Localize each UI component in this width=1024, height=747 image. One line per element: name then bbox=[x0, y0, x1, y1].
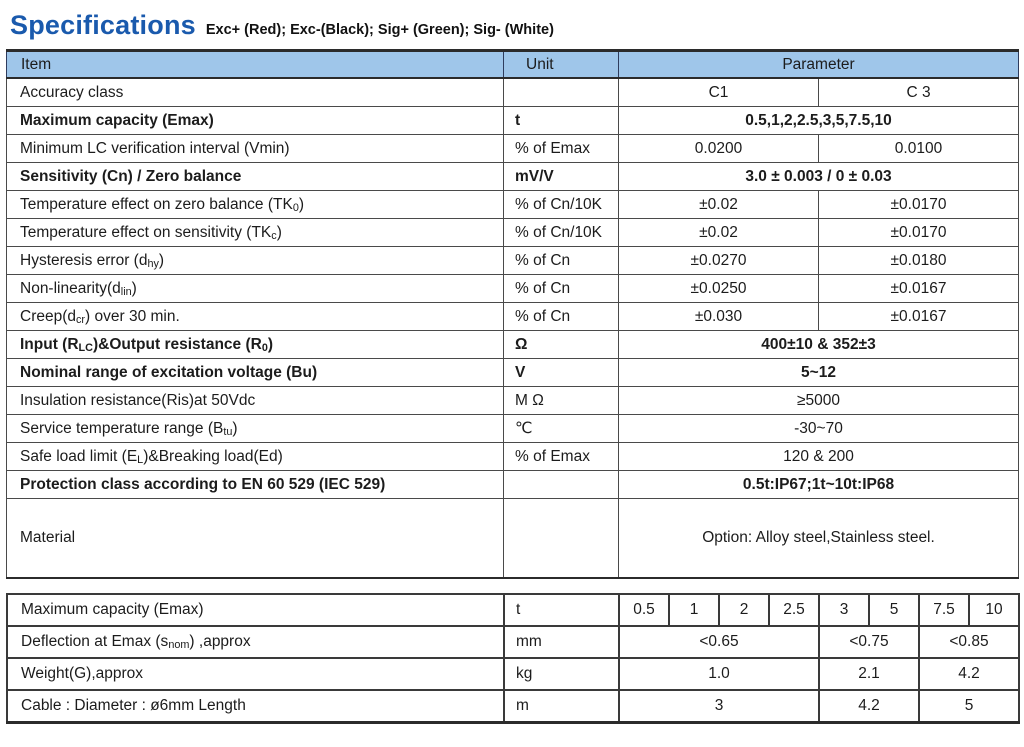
label-subscript: tu bbox=[223, 425, 233, 438]
label-subscript: c bbox=[271, 229, 277, 242]
unit-cell bbox=[504, 499, 619, 579]
table-row-insulation-resistance bbox=[7, 387, 1019, 415]
label-text: ) bbox=[276, 223, 282, 241]
label-subscript: L bbox=[137, 453, 144, 466]
value-cell-group3: <0.85 bbox=[919, 626, 1019, 658]
value-cell-merged: Option: Alloy steel,Stainless steel. bbox=[619, 499, 1019, 579]
label-text: Maximum capacity (Emax) bbox=[21, 601, 204, 619]
value-cell-merged: 120 & 200 bbox=[619, 443, 1019, 471]
wiring-legend: Exc+ (Red); Exc-(Black); Sig+ (Green); Sig- (White) bbox=[205, 22, 554, 38]
label-text: ) over 30 min. bbox=[85, 307, 180, 325]
value-cell-group1: 3 bbox=[619, 690, 819, 723]
value-cell-group3: 4.2 bbox=[919, 658, 1019, 690]
value-cell-c1: ±0.02 bbox=[619, 191, 819, 219]
value-cell-c1: ±0.0250 bbox=[619, 275, 819, 303]
label-subscript: nom bbox=[168, 639, 190, 652]
table-row-non-linearity bbox=[7, 275, 1019, 303]
capacity-cell: 2.5 bbox=[769, 594, 819, 626]
label-text: ) bbox=[267, 335, 274, 353]
label-text: ) ,approx bbox=[189, 633, 251, 651]
table-row-safe-load-limit bbox=[7, 443, 1019, 471]
item-cell bbox=[7, 78, 504, 107]
item-cell bbox=[7, 135, 504, 163]
table-row-service-temperature bbox=[7, 415, 1019, 443]
value-cell-merged: 0.5t:IP67;1t~10t:IP68 bbox=[619, 471, 1019, 499]
value-cell-group3: 5 bbox=[919, 690, 1019, 723]
label-text: Deflection at Emax (s bbox=[21, 633, 169, 651]
header-row bbox=[7, 51, 1019, 79]
label-text: Protection class according to EN 60 529 (IEC 529) bbox=[20, 475, 386, 493]
page-title-bar bbox=[6, 8, 1018, 49]
item-cell bbox=[7, 163, 504, 191]
value-cell-merged: 5~12 bbox=[619, 359, 1019, 387]
item-cell bbox=[7, 415, 504, 443]
table-row-hysteresis bbox=[7, 247, 1019, 275]
table-row-input-output-resistance bbox=[7, 331, 1019, 359]
label-text: Temperature effect on zero balance (TK bbox=[20, 195, 293, 213]
label-text: Weight(G),approx bbox=[21, 665, 144, 683]
table-row-excitation-voltage bbox=[7, 359, 1019, 387]
value-cell-c3: ±0.0167 bbox=[819, 275, 1019, 303]
value-cell-c3: 0.0100 bbox=[819, 135, 1019, 163]
unit-cell: % of Cn/10K bbox=[504, 191, 619, 219]
label-text: Nominal range of excitation voltage (Bu) bbox=[20, 363, 318, 381]
spec-table-main bbox=[6, 49, 1019, 579]
unit-cell: t bbox=[504, 107, 619, 135]
value-cell-merged: 400±10 & 352±3 bbox=[619, 331, 1019, 359]
item-cell bbox=[7, 626, 504, 658]
label-subscript: cr bbox=[76, 313, 86, 326]
value-cell-merged: ≥5000 bbox=[619, 387, 1019, 415]
unit-cell: % of Cn bbox=[504, 303, 619, 331]
item-cell bbox=[7, 594, 504, 626]
table-row-deflection bbox=[7, 626, 1019, 658]
capacity-cell: 5 bbox=[869, 594, 919, 626]
label-text: )&Output resistance (R bbox=[93, 335, 262, 353]
capacity-cell: 7.5 bbox=[919, 594, 969, 626]
col-header-parameter: Parameter bbox=[619, 51, 1019, 79]
item-cell bbox=[7, 191, 504, 219]
table-row-protection-class bbox=[7, 471, 1019, 499]
table-row-temp-sensitivity bbox=[7, 219, 1019, 247]
table-row-min-verification bbox=[7, 135, 1019, 163]
label-text: Maximum capacity (Emax) bbox=[20, 111, 214, 129]
table-row-capacity-header bbox=[7, 594, 1019, 626]
value-cell-c1: 0.0200 bbox=[619, 135, 819, 163]
col-header-unit: Unit bbox=[504, 51, 619, 79]
value-cell-c3: ±0.0170 bbox=[819, 219, 1019, 247]
value-cell-group1: 1.0 bbox=[619, 658, 819, 690]
table-row-sensitivity bbox=[7, 163, 1019, 191]
value-cell-group2: 2.1 bbox=[819, 658, 919, 690]
unit-cell: kg bbox=[504, 658, 619, 690]
value-cell-c1: C1 bbox=[619, 78, 819, 107]
table-row-accuracy-class bbox=[7, 78, 1019, 107]
item-cell bbox=[7, 359, 504, 387]
item-cell bbox=[7, 690, 504, 723]
unit-cell: t bbox=[504, 594, 619, 626]
value-cell-group2: 4.2 bbox=[819, 690, 919, 723]
label-text: Accuracy class bbox=[20, 83, 124, 101]
label-text: Temperature effect on sensitivity (TK bbox=[20, 223, 272, 241]
label-text: Service temperature range (B bbox=[20, 419, 224, 437]
unit-cell: Ω bbox=[504, 331, 619, 359]
label-subscript: lin bbox=[120, 285, 132, 298]
value-cell-c3: ±0.0167 bbox=[819, 303, 1019, 331]
capacity-cell: 0.5 bbox=[619, 594, 669, 626]
spec-table-capacities bbox=[6, 593, 1020, 724]
value-cell-c1: ±0.0270 bbox=[619, 247, 819, 275]
label-subscript: LC bbox=[78, 341, 94, 354]
item-cell bbox=[7, 247, 504, 275]
item-cell bbox=[7, 303, 504, 331]
value-cell-group2: <0.75 bbox=[819, 626, 919, 658]
item-cell bbox=[7, 443, 504, 471]
unit-cell: % of Cn bbox=[504, 275, 619, 303]
capacity-cell: 1 bbox=[669, 594, 719, 626]
item-cell bbox=[7, 471, 504, 499]
label-text: Creep(d bbox=[20, 307, 76, 325]
unit-cell bbox=[504, 471, 619, 499]
col-header-item: Item bbox=[7, 51, 504, 79]
label-text: ) bbox=[158, 251, 165, 269]
item-cell bbox=[7, 387, 504, 415]
item-cell bbox=[7, 219, 504, 247]
label-subscript: hy bbox=[147, 257, 159, 270]
unit-cell: % of Emax bbox=[504, 135, 619, 163]
label-text: Cable : Diameter : ø6mm Length bbox=[21, 697, 246, 715]
item-cell bbox=[7, 331, 504, 359]
label-text: Hysteresis error (d bbox=[20, 251, 148, 269]
unit-cell: M Ω bbox=[504, 387, 619, 415]
value-cell-c3: ±0.0170 bbox=[819, 191, 1019, 219]
value-cell-merged: 3.0 ± 0.003 / 0 ± 0.03 bbox=[619, 163, 1019, 191]
page-title: Specifications bbox=[10, 10, 196, 40]
item-cell bbox=[7, 275, 504, 303]
value-cell-c1: ±0.02 bbox=[619, 219, 819, 247]
table-row-cable bbox=[7, 690, 1019, 723]
label-subscript: 0 bbox=[261, 341, 268, 354]
value-cell-group1: <0.65 bbox=[619, 626, 819, 658]
capacity-cell: 2 bbox=[719, 594, 769, 626]
label-text: Insulation resistance(Ris)at 50Vdc bbox=[20, 391, 256, 409]
item-cell bbox=[7, 499, 504, 579]
unit-cell: mV/V bbox=[504, 163, 619, 191]
unit-cell: % of Cn/10K bbox=[504, 219, 619, 247]
label-subscript: 0 bbox=[292, 201, 299, 214]
label-text: Sensitivity (Cn) / Zero balance bbox=[20, 167, 242, 185]
item-cell bbox=[7, 658, 504, 690]
table-row-weight bbox=[7, 658, 1019, 690]
value-cell-merged: 0.5,1,2,2.5,3,5,7.5,10 bbox=[619, 107, 1019, 135]
unit-cell: mm bbox=[504, 626, 619, 658]
label-text: Input (R bbox=[20, 335, 79, 353]
label-text: Minimum LC verification interval (Vmin) bbox=[20, 139, 290, 157]
table-row-temp-zero-balance bbox=[7, 191, 1019, 219]
unit-cell bbox=[504, 78, 619, 107]
capacity-cell: 10 bbox=[969, 594, 1019, 626]
table-row-max-capacity bbox=[7, 107, 1019, 135]
table-row-material bbox=[7, 499, 1019, 579]
label-text: Non-linearity(d bbox=[20, 279, 121, 297]
label-text: ) bbox=[131, 279, 137, 297]
value-cell-c3: ±0.0180 bbox=[819, 247, 1019, 275]
unit-cell: % of Cn bbox=[504, 247, 619, 275]
table-row-creep bbox=[7, 303, 1019, 331]
unit-cell: m bbox=[504, 690, 619, 723]
label-text: ) bbox=[232, 419, 238, 437]
label-text: ) bbox=[298, 195, 305, 213]
unit-cell: % of Emax bbox=[504, 443, 619, 471]
value-cell-merged: -30~70 bbox=[619, 415, 1019, 443]
unit-cell: ℃ bbox=[504, 415, 619, 443]
label-text: Safe load limit (E bbox=[20, 447, 138, 465]
item-cell bbox=[7, 107, 504, 135]
value-cell-c3: C 3 bbox=[819, 78, 1019, 107]
capacity-cell: 3 bbox=[819, 594, 869, 626]
unit-cell: V bbox=[504, 359, 619, 387]
label-text: )&Breaking load(Ed) bbox=[143, 447, 283, 465]
label-text: Material bbox=[20, 529, 76, 547]
value-cell-c1: ±0.030 bbox=[619, 303, 819, 331]
